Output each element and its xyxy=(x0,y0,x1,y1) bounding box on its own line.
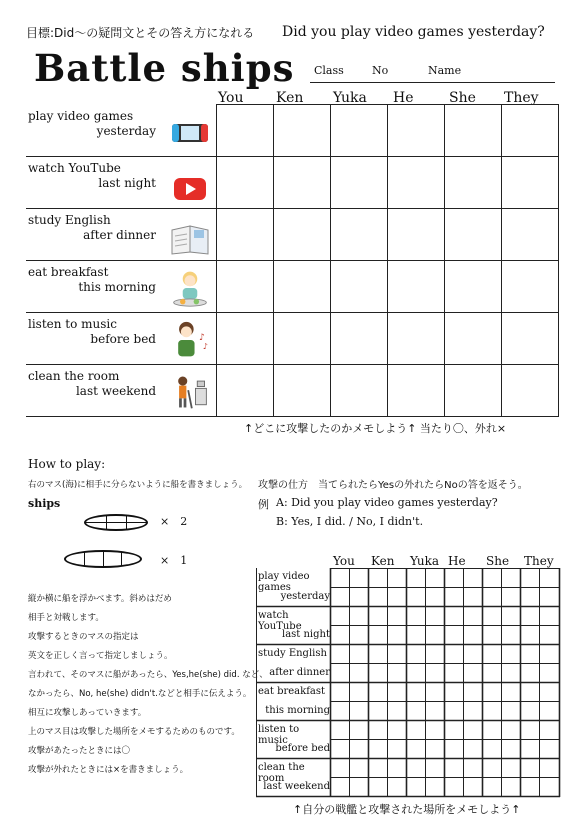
row-time: yesterday xyxy=(96,124,156,138)
grid-line xyxy=(558,104,559,416)
column-header: Yuka xyxy=(333,90,367,106)
grid-line xyxy=(26,312,559,313)
battle-grid-own xyxy=(256,568,562,800)
name-line xyxy=(310,82,555,83)
column-header: You xyxy=(218,90,244,106)
row-verb: eat breakfast xyxy=(258,686,326,697)
row-verb: listen to music xyxy=(258,724,300,746)
rule-line: 攻撃するときのマスの指定は xyxy=(28,632,139,642)
howto-line: 右のマス(海)に相手に分らないように船を書きましょう。 xyxy=(28,480,248,490)
book-icon xyxy=(168,216,212,256)
column-header: He xyxy=(448,554,466,568)
example-answer: B: Yes, I did. / No, I didn't. xyxy=(276,515,424,528)
column-header: They xyxy=(524,554,554,568)
row-time: this morning xyxy=(78,280,156,294)
row-time: last night xyxy=(98,176,156,190)
example-question: A: Did you play video games yesterday? xyxy=(276,496,498,509)
rule-line: 英文を正しく言って指定しましょう。 xyxy=(28,651,173,661)
ship1-count: × 2 xyxy=(160,515,188,528)
row-verb: study English xyxy=(258,648,327,659)
column-header: They xyxy=(504,90,539,106)
svg-text:♪: ♪ xyxy=(199,333,205,343)
svg-text:♪: ♪ xyxy=(202,341,208,352)
row-verb: play video games xyxy=(28,109,134,123)
ships-label: ships xyxy=(28,497,61,510)
ship-small-icon xyxy=(84,514,148,531)
row-time: yesterday xyxy=(280,591,330,602)
grid-line xyxy=(26,208,559,209)
memo-instruction: ↑どこに攻撃したのかメモしよう↑ 当たり〇、外れ× xyxy=(244,422,507,435)
ship2-count: × 1 xyxy=(160,554,188,567)
grid-line xyxy=(387,104,388,416)
memo-own-ships: ↑自分の戦艦と攻撃された場所をメモしよう↑ xyxy=(293,803,521,816)
row-label xyxy=(26,156,216,208)
row-verb: listen to music xyxy=(28,317,117,331)
row-label xyxy=(26,208,216,260)
rule-line: 攻撃があたったときには〇 xyxy=(28,746,131,756)
grid-line xyxy=(216,104,217,416)
name-label: Name xyxy=(428,64,462,77)
rule-line: 上のマス目は攻撃した場所をメモするためのものです。 xyxy=(28,727,240,737)
row-time: after dinner xyxy=(269,667,330,678)
column-header: He xyxy=(393,90,414,106)
cleaning-icon xyxy=(168,372,212,412)
example-label: 例 xyxy=(258,498,269,511)
grid-line xyxy=(330,104,331,416)
row-verb: watch YouTube xyxy=(258,610,302,632)
rule-line: 攻撃が外れたときには×を書きましょう。 xyxy=(28,765,189,775)
question-text: Did you play video games yesterday? xyxy=(282,24,545,40)
rule-line: 相手と対戦します。 xyxy=(28,613,104,623)
grid-line xyxy=(444,104,445,416)
row-verb: clean the room xyxy=(258,762,305,784)
column-header: You xyxy=(333,554,355,568)
class-label: Class xyxy=(314,64,344,77)
column-header: She xyxy=(486,554,510,568)
page-title: Battle ships xyxy=(34,46,295,90)
attack-instruction: 攻撃の仕方 当てられたらYesの外れたらNoの答を返そう。 xyxy=(258,480,528,491)
no-label: No xyxy=(372,64,389,77)
row-time: after dinner xyxy=(83,228,156,242)
column-header: She xyxy=(449,90,476,106)
row-verb: eat breakfast xyxy=(28,265,109,279)
howto-title: How to play: xyxy=(28,457,106,471)
row-time: last night xyxy=(282,629,330,640)
grid-line xyxy=(26,364,559,365)
rule-line: なかったら、No, he(she) didn't.などと相手に伝えよう。 xyxy=(28,689,252,699)
row-verb: watch YouTube xyxy=(28,161,121,175)
breakfast-icon xyxy=(168,268,212,308)
battle-grid-main xyxy=(26,90,559,420)
row-verb: study English xyxy=(28,213,111,227)
row-time: before bed xyxy=(275,743,330,754)
row-label xyxy=(26,260,216,312)
music-listener-icon xyxy=(168,320,212,360)
game-console-icon xyxy=(168,112,212,152)
row-label xyxy=(26,364,216,416)
rule-line: 相互に攻撃しあっていきます。 xyxy=(28,708,147,718)
row-label xyxy=(26,312,216,364)
column-header: Ken xyxy=(276,90,304,106)
rule-line: 縦か横に船を浮かべます。斜めはだめ xyxy=(28,594,172,604)
row-label xyxy=(26,104,216,156)
column-header: Yuka xyxy=(410,554,440,568)
grid-line xyxy=(26,260,559,261)
youtube-icon xyxy=(168,164,212,204)
grid-line xyxy=(26,416,559,417)
grid-line xyxy=(501,104,502,416)
ship-large-icon xyxy=(64,550,142,568)
rule-line: 言われて、そのマスに船があったら、Yes,he(she) did. など、 xyxy=(28,670,268,680)
goal-text: 目標:Did～の疑問文とその答え方になれる xyxy=(26,26,255,40)
column-header: Ken xyxy=(371,554,395,568)
grid-line xyxy=(26,156,559,157)
grid-line xyxy=(273,104,274,416)
row-time: before bed xyxy=(90,332,156,346)
row-time: this morning xyxy=(265,705,330,716)
row-verb: clean the room xyxy=(28,369,120,383)
row-time: last weekend xyxy=(263,781,330,792)
row-time: last weekend xyxy=(75,384,156,398)
row-verb: play video games xyxy=(258,571,310,593)
